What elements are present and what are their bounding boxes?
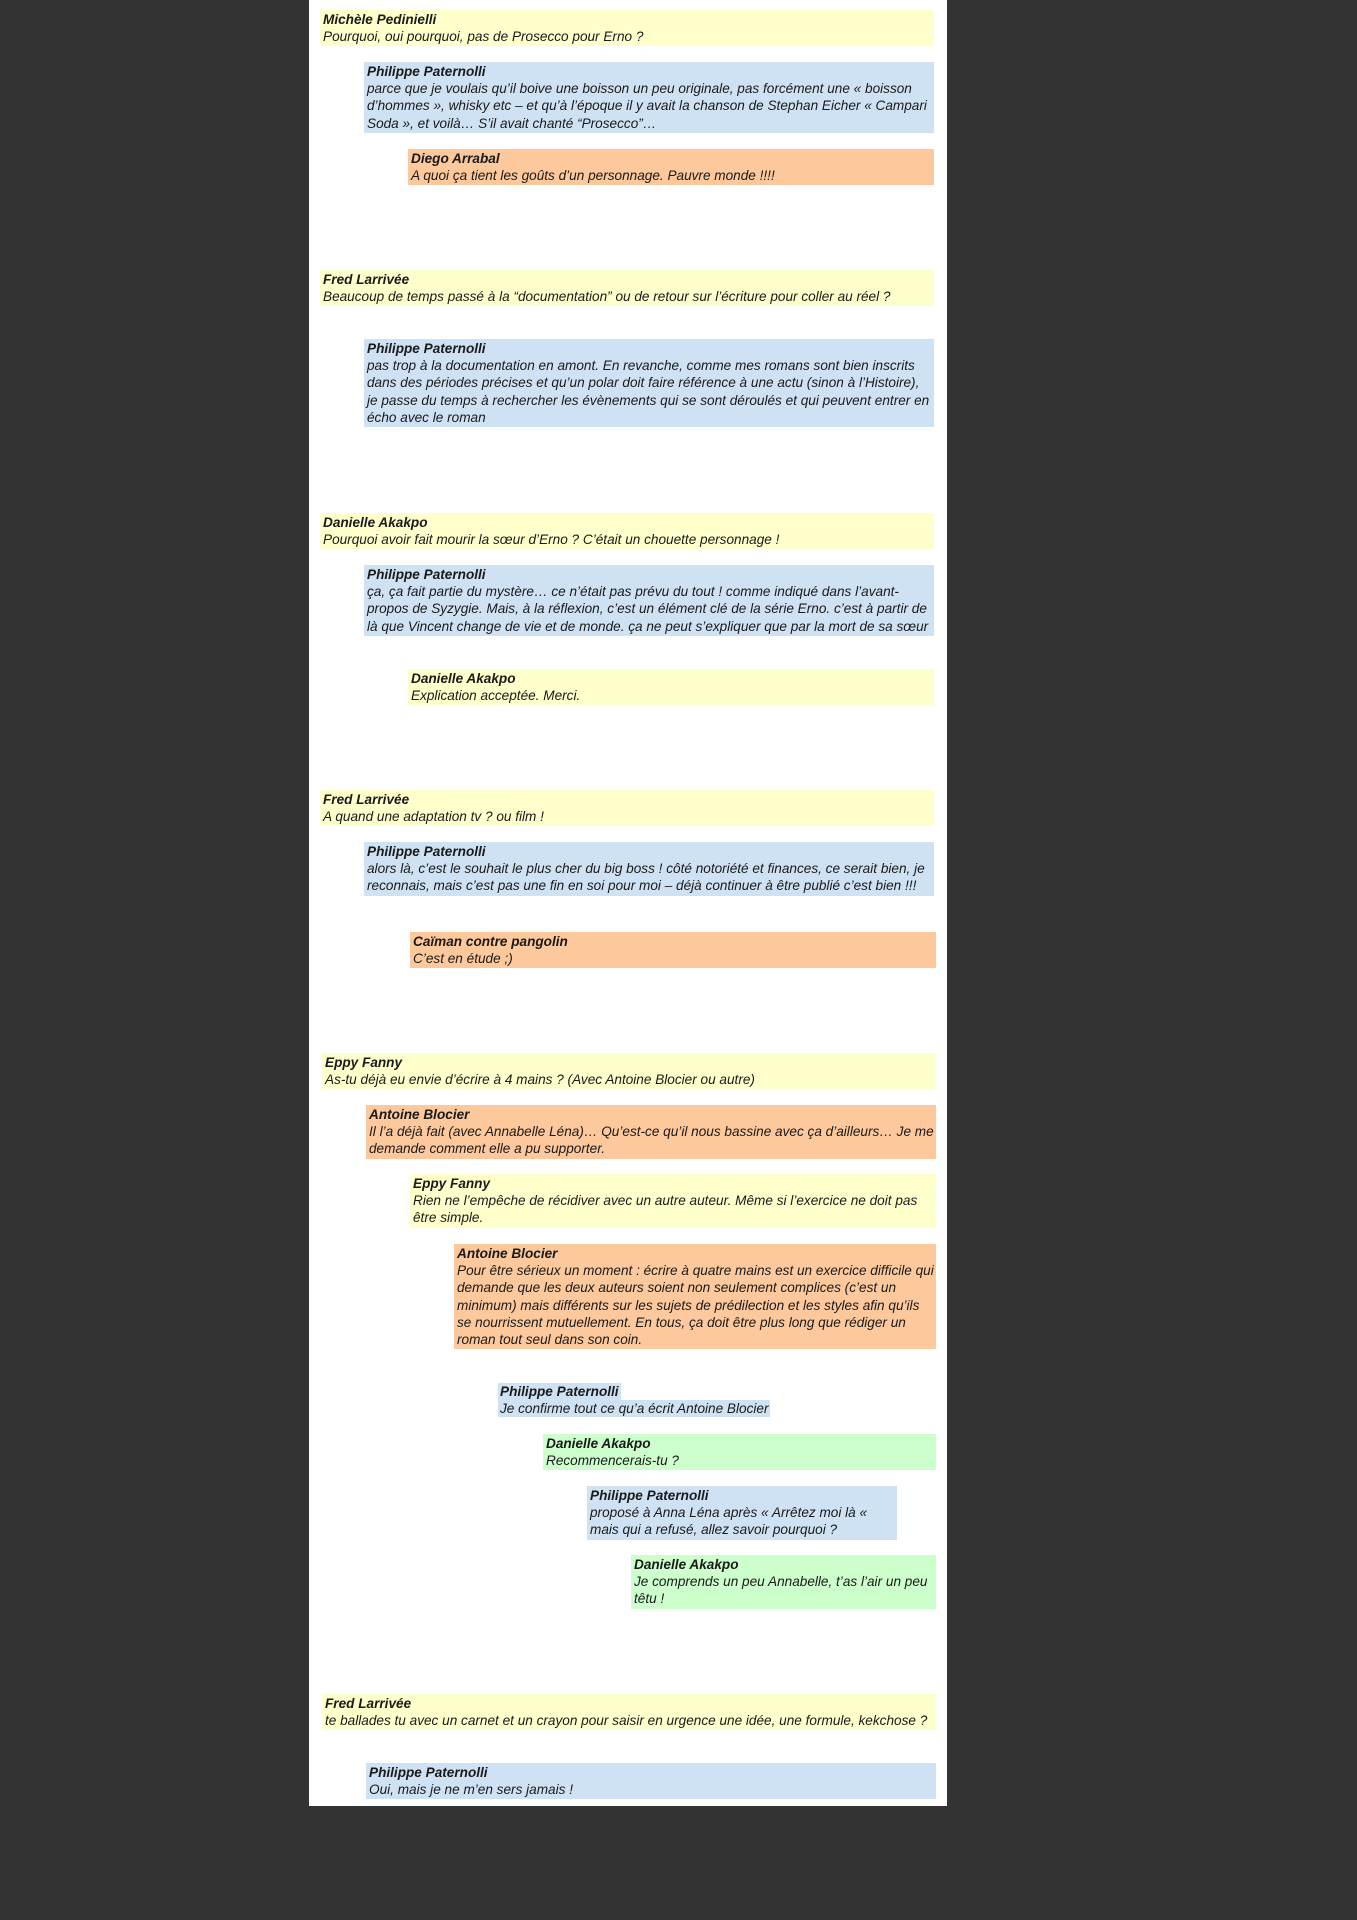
comment-author: Danielle Akakpo	[634, 1557, 739, 1572]
reply-philippe-paternolli	[364, 565, 934, 636]
comment-text: A quoi ça tient les goûts d’un personnage. Pauvre monde !!!!	[411, 168, 775, 184]
comment-author: Diego Arrabal	[411, 151, 500, 166]
comment-author: Fred Larrivée	[323, 792, 410, 807]
reply-antoine-blocier	[454, 1244, 936, 1349]
comment-author: Philippe Paternolli	[369, 1765, 488, 1780]
comment-danielle-akakpo	[320, 513, 934, 549]
comment-author: Danielle Akakpo	[411, 671, 516, 686]
reply-danielle-akakpo	[631, 1555, 936, 1609]
comment-text: Rien ne l’empêche de récidiver avec un autre auteur. Même si l’exercice ne doit pas être simple.	[413, 1193, 918, 1226]
comment-author: Philippe Paternolli	[500, 1384, 619, 1399]
comment-author: Michèle Pedinielli	[323, 12, 437, 27]
comment-author: Fred Larrivée	[325, 1696, 412, 1711]
comment-text: Pour être sérieux un moment : écrire à quatre mains est un exercice difficile qui demande que les deux auteurs soient non seulement complices (c’est un minimum) mais différents sur les sujets de prédilection et les styles afin qu’ils se nourrissent mutuellement. En tous, ça doit être plus long que rédiger un roman tout seul dans son coin.	[457, 1263, 934, 1348]
reply-philippe-paternolli	[498, 1383, 770, 1417]
comment-text: As-tu déjà eu envie d’écrire à 4 mains ? (Avec Antoine Blocier ou autre)	[325, 1072, 755, 1088]
comment-text: Oui, mais je ne m’en sers jamais !	[369, 1782, 573, 1798]
reply-danielle-akakpo	[408, 669, 934, 705]
comment-author: Danielle Akakpo	[323, 515, 428, 530]
comment-text: C’est en étude ;)	[413, 951, 513, 967]
comment-text: Je confirme tout ce qu’a écrit Antoine Blocier	[500, 1401, 769, 1417]
comment-author: Fred Larrivée	[323, 272, 410, 287]
reply-danielle-akakpo	[543, 1434, 936, 1470]
comment-author: Philippe Paternolli	[367, 844, 486, 859]
comment-author: Philippe Paternolli	[367, 341, 486, 356]
document-page	[309, 0, 947, 1806]
comment-text: A quand une adaptation tv ? ou film !	[323, 809, 544, 825]
comment-text: Il l’a déjà fait (avec Annabelle Léna)… Qu’est-ce qu’il nous bassine avec ça d’ailleurs… Je me demande comment elle a pu supporter.	[369, 1124, 934, 1157]
reply-caiman-contre-pangolin	[410, 932, 936, 968]
comment-text: Recommencerais-tu ?	[546, 1453, 679, 1469]
comment-text: pas trop à la documentation en amont. En revanche, comme mes romans sont bien inscrits dans des périodes précises et qu’un polar doit faire référence à une actu (sinon à l’Histoire), je passe du temps à rechercher les évènements qui se sont déroulés et qui peuvent entrer en écho avec le roman	[367, 358, 930, 425]
comment-eppy-fanny	[322, 1053, 936, 1089]
comment-fred-larrivee	[320, 270, 934, 306]
comment-author: Danielle Akakpo	[546, 1436, 651, 1451]
comment-text: te ballades tu avec un carnet et un crayon pour saisir en urgence une idée, une formule, kekchose ?	[325, 1713, 928, 1729]
comment-author: Antoine Blocier	[457, 1246, 558, 1261]
comment-author: Philippe Paternolli	[367, 64, 486, 79]
comment-author: Philippe Paternolli	[590, 1488, 709, 1503]
comment-text: Explication acceptée. Merci.	[411, 688, 581, 704]
comment-text: proposé à Anna Léna après « Arrêtez moi là « mais qui a refusé, allez savoir pourquoi ?	[590, 1505, 868, 1538]
comment-author: Eppy Fanny	[325, 1055, 403, 1070]
comment-author: Caïman contre pangolin	[413, 934, 568, 949]
comment-text: parce que je voulais qu’il boive une boisson un peu originale, pas forcément une « boisson d’hommes », whisky etc – et qu’à l’époque il y avait la chanson de Stephan Eicher « Campari Soda », et voilà… S’il avait chanté “Prosecco”…	[367, 81, 927, 131]
comment-author: Philippe Paternolli	[367, 567, 486, 582]
comment-author: Antoine Blocier	[369, 1107, 470, 1122]
reply-philippe-paternolli	[364, 842, 934, 896]
comment-author: Eppy Fanny	[413, 1176, 491, 1191]
reply-philippe-paternolli	[366, 1763, 936, 1799]
comment-fred-larrivee	[322, 1694, 936, 1730]
comment-text: Beaucoup de temps passé à la “documentation” ou de retour sur l’écriture pour coller au réel ?	[323, 289, 891, 305]
reply-philippe-paternolli	[364, 339, 934, 427]
reply-eppy-fanny	[410, 1174, 936, 1228]
reply-philippe-paternolli	[587, 1486, 897, 1540]
comment-text: Pourquoi, oui pourquoi, pas de Prosecco pour Erno ?	[323, 29, 644, 45]
comment-text: Pourquoi avoir fait mourir la sœur d’Erno ? C’était un chouette personnage !	[323, 532, 780, 548]
reply-philippe-paternolli	[364, 62, 934, 133]
comment-text: alors là, c’est le souhait le plus cher du big boss ! côté notoriété et finances, ce serait bien, je reconnais, mais c’est pas une fin en soi pour moi – déjà continuer à être publié c’est bien !!!	[367, 861, 925, 894]
comment-text: ça, ça fait partie du mystère… ce n’était pas prévu du tout ! comme indiqué dans l’avant-propos de Syzygie. Mais, à la réflexion, c’est un élément clé de la série Erno. c’est à partir de là que Vincent change de vie et de monde. ça ne peut s’expliquer que par la mort de sa sœur	[367, 584, 929, 634]
reply-antoine-blocier	[366, 1105, 936, 1159]
comment-fred-larrivee	[320, 790, 934, 826]
comment-michele-pedinielli	[320, 10, 934, 46]
comment-text: Je comprends un peu Annabelle, t’as l’air un peu têtu !	[634, 1574, 928, 1607]
reply-diego-arrabal	[408, 149, 934, 185]
